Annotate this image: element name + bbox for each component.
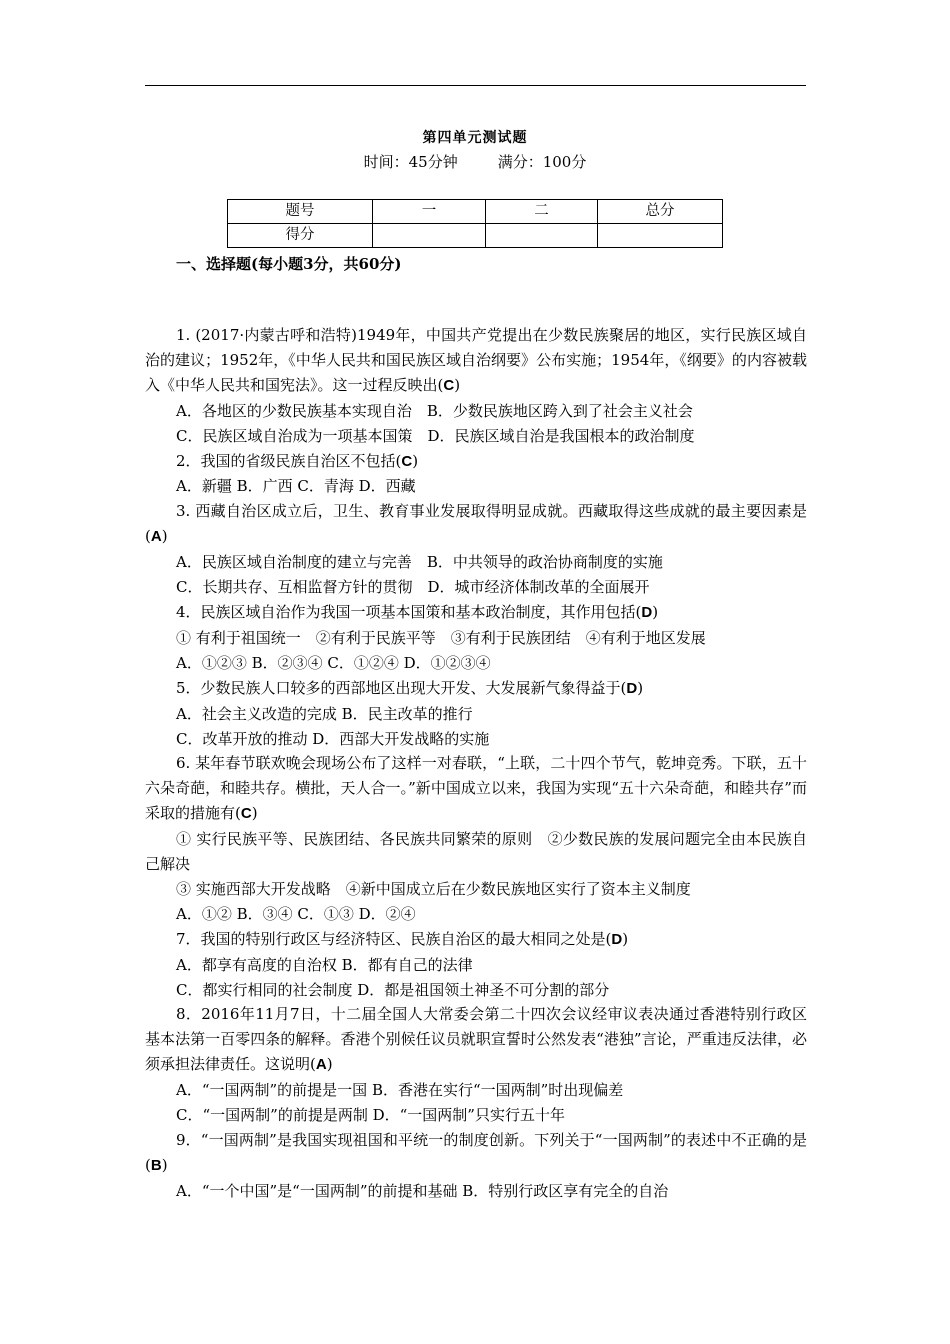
option-line: C．都实行相同的社会制度 D．都是祖国领土神圣不可分割的部分 bbox=[176, 980, 610, 999]
answer-mark: D bbox=[626, 679, 638, 697]
header-rule bbox=[145, 85, 806, 86]
option-line: C．民族区域自治成为一项基本国策 D．民族区域自治是我国根本的政治制度 bbox=[176, 426, 695, 445]
exam-info bbox=[0, 151, 950, 172]
statement-line: ① 实行民族平等、民族团结、各民族共同繁荣的原则 ②少数民族的发展问题完全由本民族自己解决 bbox=[145, 830, 807, 874]
statement-line: ① 有利于祖国统一 ②有利于民族平等 ③有利于民族团结 ④有利于地区发展 bbox=[176, 628, 706, 647]
section-heading: 一、选择题(每小题3分，共60分) bbox=[176, 255, 402, 273]
answer-mark: A bbox=[150, 528, 162, 546]
score-table-header: 题号 bbox=[228, 200, 373, 224]
question-stem: 5．少数民族人口较多的西部地区出现大开发、大发展新气象得益于(D) bbox=[176, 678, 644, 697]
answer-mark: B bbox=[150, 1156, 162, 1174]
score-cell bbox=[598, 224, 723, 248]
option-line: C．“一国两制”的前提是两制 D．“一国两制”只实行五十年 bbox=[176, 1106, 565, 1125]
answer-mark: A bbox=[315, 1056, 327, 1074]
option-line: A．民族区域自治制度的建立与完善 B．中共领导的政治协商制度的实施 bbox=[176, 553, 663, 572]
option-line: A．都享有高度的自治权 B．都有自己的法律 bbox=[176, 955, 473, 974]
score-table-header-row bbox=[228, 200, 723, 224]
question-stem: 7．我国的特别行政区与经济特区、民族自治区的最大相同之处是(D) bbox=[176, 929, 629, 948]
option-line: C．长期共存、互相监督方针的贯彻 D．城市经济体制改革的全面展开 bbox=[176, 578, 650, 597]
question-stem: 8．2016年11月7日，十二届全国人大常委会第二十四次会议经审议表决通过香港特别行政区基本法第一百零四条的解释。香港个别候任议员就职宣誓时公然发表“港独”言论，严重违反法律，必须承担法律责任。这说明(A) bbox=[145, 1005, 807, 1074]
answer-mark: C bbox=[240, 805, 252, 823]
score-table-header: 一 bbox=[373, 200, 486, 224]
score-cell bbox=[373, 224, 486, 248]
question-list bbox=[145, 323, 807, 1204]
question-stem: 1. (2017·内蒙古呼和浩特)1949年，中国共产党提出在少数民族聚居的地区，实行民族区域自治的建议；1952年，《中华人民共和国民族区域自治纲要》公布实施；1954年，《纲要》的内容被载入《中华人民共和国宪法》。这一过程反映出(C) bbox=[145, 326, 807, 394]
score-row-label: 得分 bbox=[228, 224, 373, 248]
score-table-row bbox=[228, 224, 723, 248]
option-line: A．①②③ B．②③④ C．①②④ D．①②③④ bbox=[176, 653, 491, 672]
statement-line: ③ 实施西部大开发战略 ④新中国成立后在少数民族地区实行了资本主义制度 bbox=[176, 879, 691, 898]
score-table-header: 二 bbox=[486, 200, 598, 224]
option-line: A．①② B．③④ C．①③ D．②④ bbox=[176, 904, 416, 923]
question-stem: 9．“一国两制”是我国实现祖国和平统一的制度创新。下列关于“一国两制”的表述中不正确的是(B) bbox=[145, 1131, 807, 1174]
answer-mark: D bbox=[641, 603, 653, 621]
page-title: 第四单元测试题 bbox=[422, 130, 528, 146]
option-line: C．改革开放的推动 D．西部大开发战略的实施 bbox=[176, 729, 490, 748]
option-line: A．各地区的少数民族基本实现自治 B．少数民族地区跨入到了社会主义社会 bbox=[176, 401, 693, 420]
full-score: 满分：100分 bbox=[497, 153, 587, 171]
option-line: A．“一国两制”的前提是一国 B．香港在实行“一国两制”时出现偏差 bbox=[176, 1081, 624, 1100]
score-table-header: 总分 bbox=[598, 200, 723, 224]
answer-mark: C bbox=[401, 452, 413, 470]
time-limit: 时间：45分钟 bbox=[363, 153, 458, 171]
option-line: A．“一个中国”是“一国两制”的前提和基础 B．特别行政区享有完全的自治 bbox=[176, 1181, 669, 1200]
score-table bbox=[227, 199, 723, 248]
question-stem: 4．民族区域自治作为我国一项基本国策和基本政治制度，其作用包括(D) bbox=[176, 602, 659, 621]
question-stem: 6. 某年春节联欢晚会现场公布了这样一对春联，“上联，二十四个节气，乾坤竞秀。下联，五十六朵奇葩，和睦共存。横批，天人合一。”新中国成立以来，我国为实现“五十六朵奇葩，和睦共存”而采取的措施有(C) bbox=[145, 754, 807, 823]
option-line: A．新疆 B．广西 C．青海 D．西藏 bbox=[176, 477, 416, 496]
score-cell bbox=[486, 224, 598, 248]
answer-mark: C bbox=[443, 376, 455, 394]
answer-mark: D bbox=[611, 930, 623, 948]
question-stem: 3. 西藏自治区成立后，卫生、教育事业发展取得明显成就。西藏取得这些成就的最主要因素是(A) bbox=[145, 502, 807, 546]
option-line: A．社会主义改造的完成 B．民主改革的推行 bbox=[176, 704, 473, 723]
question-stem: 2．我国的省级民族自治区不包括(C) bbox=[176, 451, 419, 470]
